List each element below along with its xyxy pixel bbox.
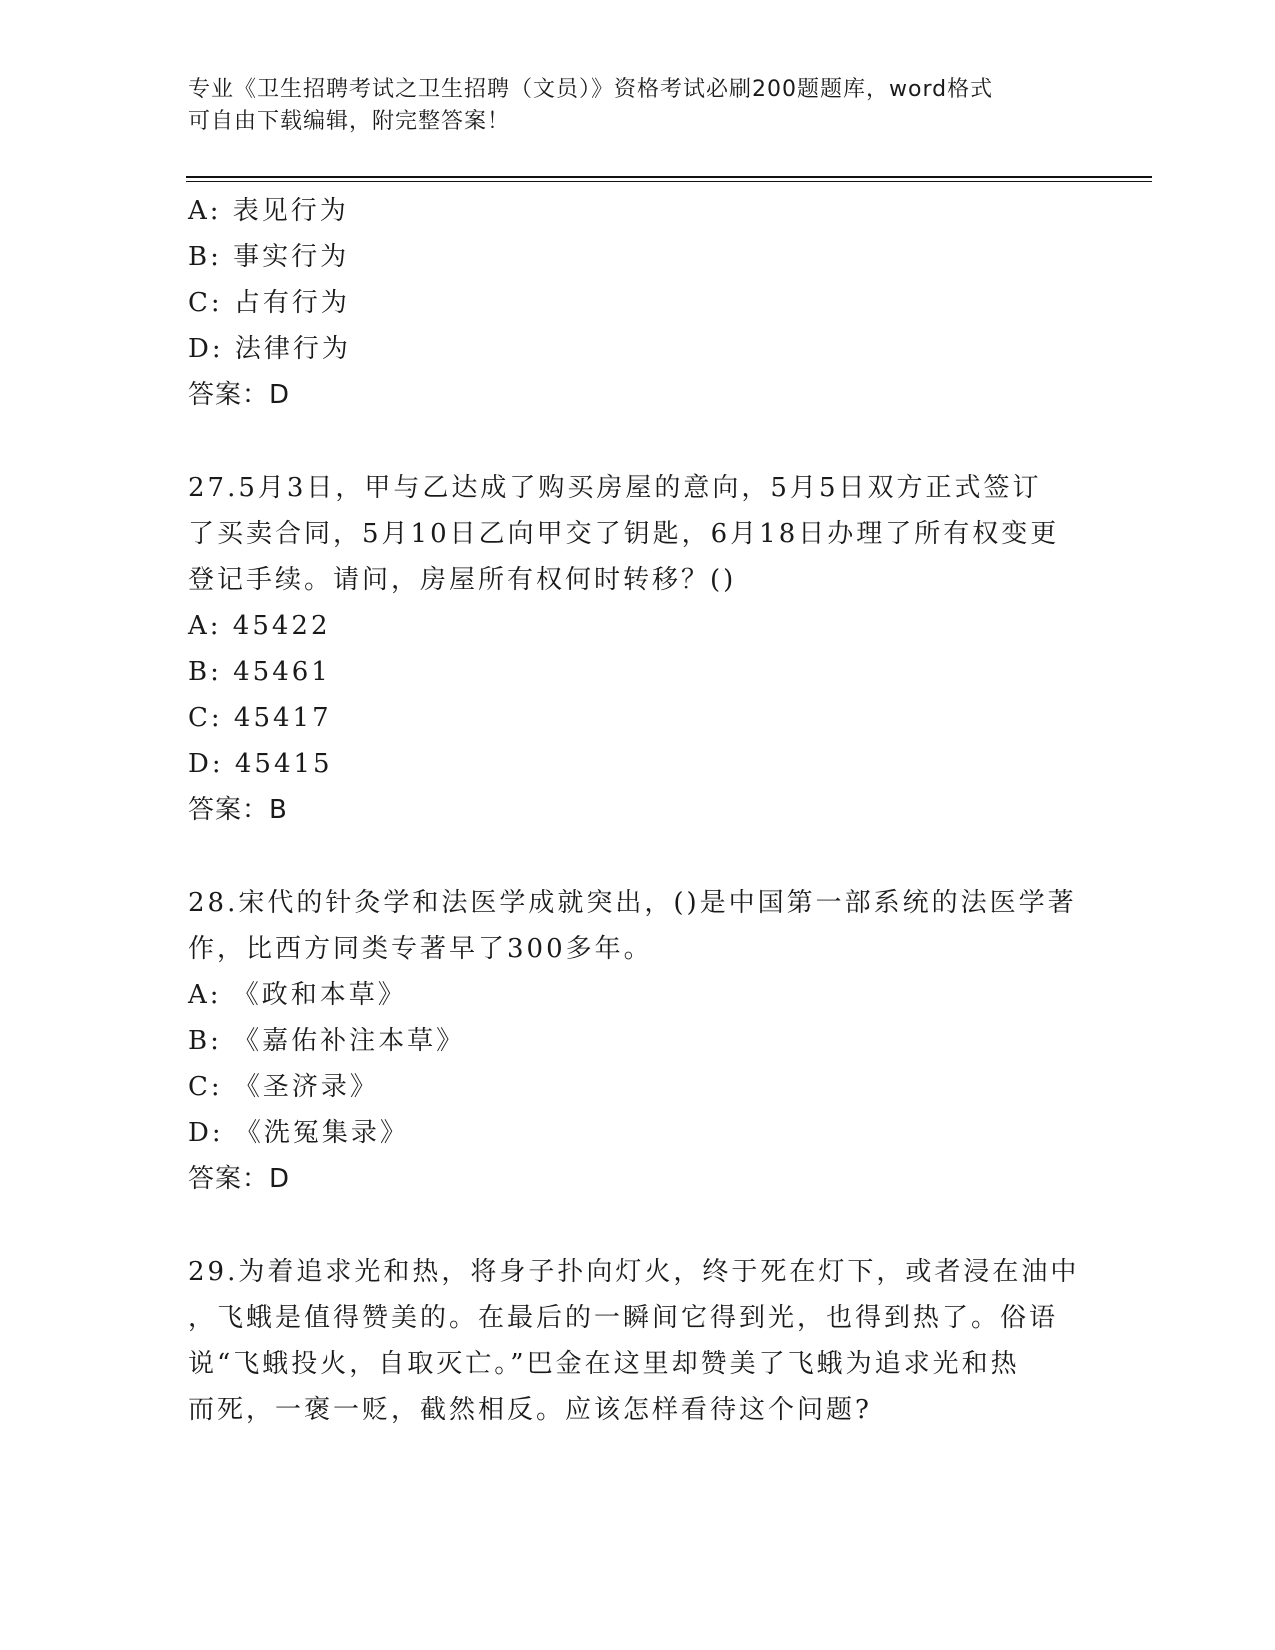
q27-stem <box>188 465 1088 603</box>
q29-stem-line-4: 而死，一褒一贬，截然相反。应该怎样看待这个问题? <box>188 1395 872 1425</box>
q26-answer: 答案：D <box>188 380 291 410</box>
header-line-1: 专业《卫生招聘考试之卫生招聘（文员）》资格考试必刷200题题库，word格式 <box>188 77 994 102</box>
q27-option-a: A: 45422 <box>188 611 331 641</box>
question-29 <box>188 1249 1088 1433</box>
q27-option-d: D: 45415 <box>188 749 333 779</box>
q27-stem-line-1: 27.5月3日，甲与乙达成了购买房屋的意向，5月5日双方正式签订 <box>188 473 1042 503</box>
q28-stem-line-2: 作，比西方同类专著早了300多年。 <box>188 934 653 964</box>
q28-stem <box>188 880 1088 972</box>
q29-stem <box>188 1249 1088 1433</box>
header-rule-thick <box>186 176 1152 178</box>
header-rule-thin <box>186 181 1152 182</box>
question-28 <box>188 880 1088 1202</box>
question-26 <box>188 188 1088 418</box>
document-header <box>188 74 1068 138</box>
q27-option-c: C: 45417 <box>188 703 332 733</box>
q27-stem-line-2: 了买卖合同，5月10日乙向甲交了钥匙，6月18日办理了所有权变更 <box>188 519 1060 549</box>
question-27 <box>188 465 1088 833</box>
q27-stem-line-3: 登记手续。请问，房屋所有权何时转移？() <box>188 565 737 595</box>
q28-stem-line-1: 28.宋代的针灸学和法医学成就突出，()是中国第一部系统的法医学著 <box>188 888 1077 918</box>
q29-stem-line-1: 29.为着追求光和热，将身子扑向灯火，终于死在灯下，或者浸在油中 <box>188 1257 1080 1287</box>
q27-answer: 答案：B <box>188 795 288 825</box>
q26-option-d: D: 法律行为 <box>188 334 351 364</box>
q28-option-c: C: 《圣济录》 <box>188 1072 379 1102</box>
q29-stem-line-2: ，飞蛾是值得赞美的。在最后的一瞬间它得到光，也得到热了。俗语 <box>188 1303 1059 1333</box>
q26-option-c: C: 占有行为 <box>188 288 350 318</box>
q28-answer: 答案：D <box>188 1164 291 1194</box>
header-line-2: 可自由下载编辑，附完整答案！ <box>188 109 511 134</box>
q28-option-d: D: 《洗冤集录》 <box>188 1118 409 1148</box>
q28-option-a: A: 《政和本草》 <box>188 980 407 1010</box>
q28-option-b: B: 《嘉佑补注本草》 <box>188 1026 466 1056</box>
question-content <box>188 188 1088 1433</box>
q27-option-b: B: 45461 <box>188 657 331 687</box>
q26-option-b: B: 事实行为 <box>188 242 350 272</box>
q29-stem-line-3: 说“飞蛾投火，自取灭亡。”巴金在这里却赞美了飞蛾为追求光和热 <box>188 1349 1020 1379</box>
q26-option-a: A: 表见行为 <box>188 196 349 226</box>
